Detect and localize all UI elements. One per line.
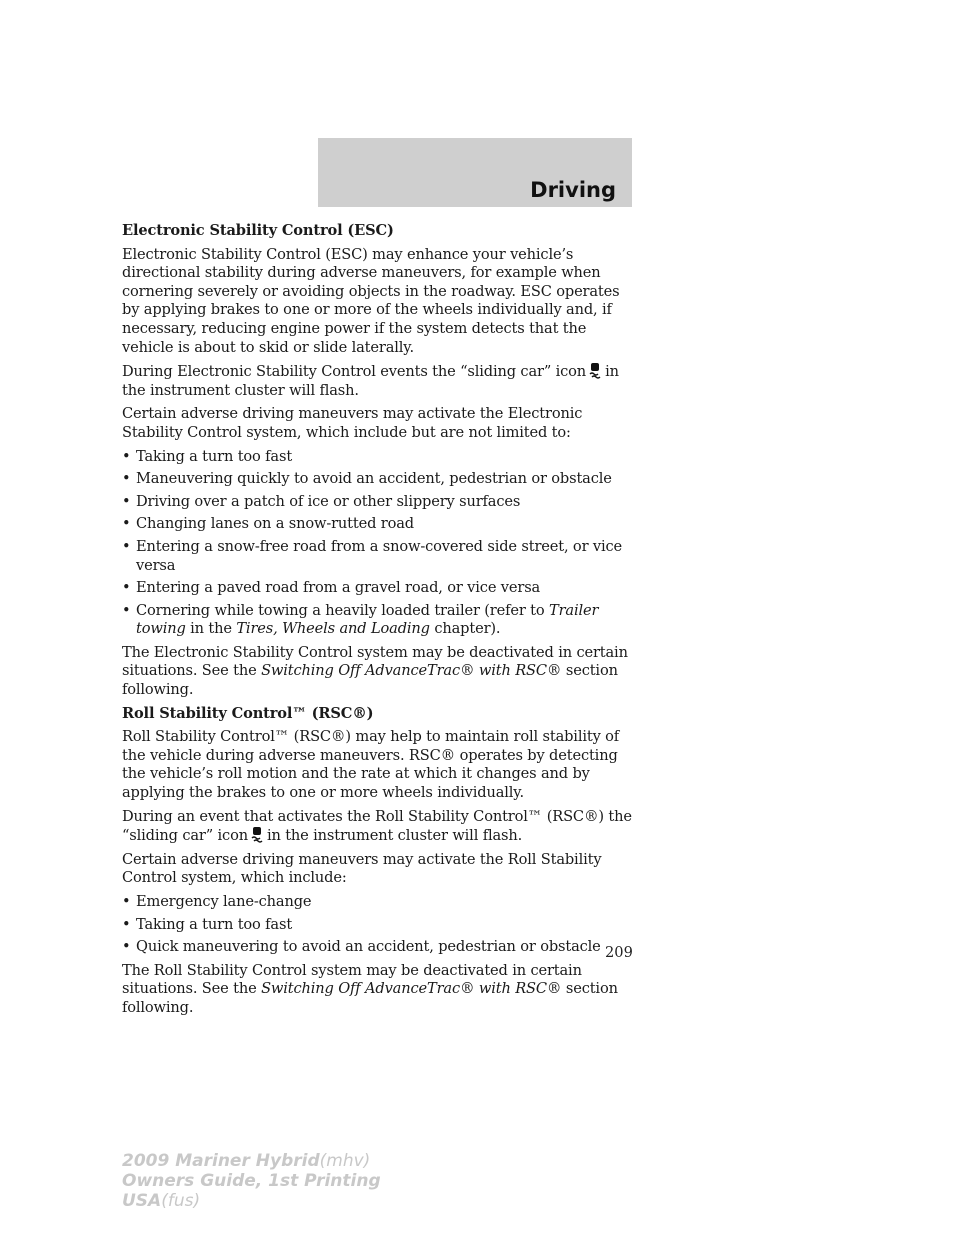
sliding-car-icon — [588, 362, 602, 380]
switching-off-reference: Switching Off AdvanceTrac® with RSC® — [261, 662, 562, 680]
list-item: • Maneuvering quickly to avoid an accident, pedestrian or obstacle — [122, 470, 634, 489]
rsc-paragraph-2-start: During an event that activates the Roll Stability Control™ (RSC®) the “sliding car” icon — [122, 807, 632, 845]
esc-paragraph-4 — [122, 644, 634, 700]
bullet-7-text-b: in the — [185, 620, 237, 638]
esc-paragraph-1: Electronic Stability Control (ESC) may enhance your vehicle’s directional stability during adverse maneuvers, for example when cornering severely or avoiding objects in the roadway. ESC operates by applying brakes to one or more of the wheels individually and, if necessary, reducing engine power if the system detects that the vehicle is about to skid or slide laterally. — [122, 245, 620, 356]
footer-line-2: Owners Guide, 1st Printing — [122, 1171, 381, 1191]
list-item — [122, 602, 634, 639]
bullet-7-text-c: chapter). — [429, 620, 501, 638]
rsc-paragraph-2-end: in the instrument cluster will flash. — [266, 827, 523, 845]
rsc-p4-text-a: The Roll Stability Control system may be deactivated in certain situations. See the — [122, 961, 582, 998]
rsc-paragraph-3: Certain adverse driving maneuvers may activate the Roll Stability Control system, which include: — [122, 850, 602, 887]
trailer-towing-reference: Trailer towing — [136, 601, 599, 638]
rsc-p4-text-b: section following. — [122, 980, 618, 1016]
section-title: Driving — [530, 178, 616, 202]
rsc-paragraph-2 — [122, 808, 634, 846]
list-item: • Driving over a patch of ice or other slippery surfaces — [122, 493, 634, 512]
esc-paragraph-2-end: in the instrument cluster will flash. — [122, 363, 619, 399]
footer-line-3 — [122, 1191, 381, 1211]
footer-line-1 — [122, 1151, 381, 1171]
rsc-heading: Roll Stability Control™ (RSC®) — [122, 704, 374, 722]
list-item: • Taking a turn too fast — [122, 916, 634, 935]
footer-model-code: (mhv) — [319, 1151, 371, 1171]
esc-p4-text-a: The Electronic Stability Control system may be deactivated in certain situations. See the — [122, 643, 628, 680]
list-item: • Taking a turn too fast — [122, 448, 634, 467]
footer-market-code: (fus) — [161, 1191, 201, 1211]
esc-paragraph-3: Certain adverse driving maneuvers may activate the Electronic Stability Control system, which include but are not limited to: — [122, 405, 583, 441]
footer-market: USA — [122, 1191, 162, 1211]
sliding-car-icon — [250, 826, 264, 844]
header-band — [318, 138, 632, 207]
rsc-bullet-list — [122, 893, 634, 957]
footer-model: 2009 Mariner Hybrid — [122, 1151, 320, 1171]
list-item: • Entering a snow-free road from a snow-covered side street, or vice versa — [122, 538, 634, 575]
switching-off-reference: Switching Off AdvanceTrac® with RSC® — [261, 980, 562, 998]
list-item: • Emergency lane-change — [122, 893, 634, 912]
rsc-paragraph-1: Roll Stability Control™ (RSC®) may help to maintain roll stability of the vehicle during adverse maneuvers. RSC® operates by detecting the vehicle’s roll motion and the rate at which it changes and by applying the brakes to one or more wheels individually. — [122, 728, 620, 802]
bullet-7-text-a: Cornering while towing a heavily loaded trailer (refer to — [136, 601, 550, 619]
list-item: • Changing lanes on a snow-rutted road — [122, 515, 634, 534]
esc-paragraph-2-start: During Electronic Stability Control events the “sliding car” icon — [122, 363, 587, 381]
footer-print-info — [122, 1151, 381, 1211]
page-number: 209 — [605, 944, 633, 961]
rsc-paragraph-4 — [122, 962, 634, 1018]
page-content — [122, 222, 634, 1023]
esc-paragraph-2 — [122, 362, 634, 400]
esc-bullet-list — [122, 448, 634, 639]
esc-p4-text-b: section following. — [122, 662, 618, 699]
list-item: • Quick maneuvering to avoid an accident, pedestrian or obstacle — [122, 938, 634, 957]
list-item: • Entering a paved road from a gravel road, or vice versa — [122, 579, 634, 598]
esc-heading: Electronic Stability Control (ESC) — [122, 222, 394, 239]
tires-chapter-reference: Tires, Wheels and Loading — [236, 620, 430, 638]
